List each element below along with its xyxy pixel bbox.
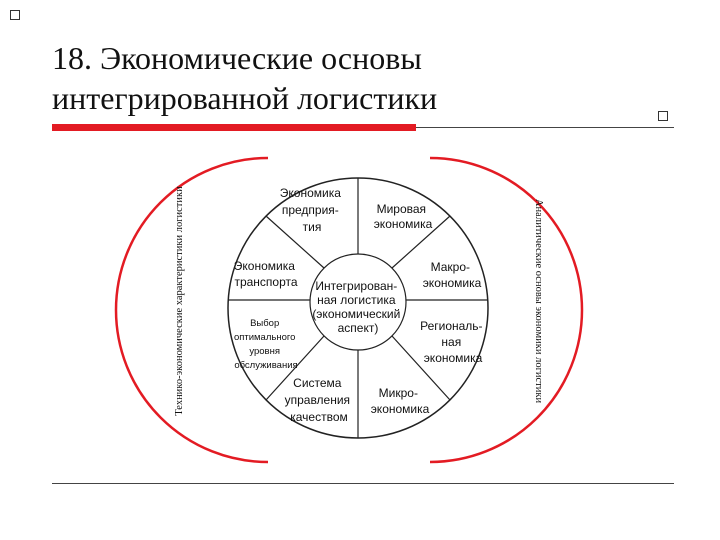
segment-microeconomics: Микро- экономика <box>370 386 430 416</box>
right-red-arc <box>430 158 582 462</box>
slide-title-line-1: 18. Экономические основы <box>52 40 422 76</box>
segment-service-level-choice: Выбор оптимального уровня обслуживания <box>233 318 298 371</box>
segment-transport-economy: Экономика транспорта <box>233 259 298 289</box>
center-label: Интегрирован- ная логистика (экономический аспект) <box>312 279 401 335</box>
segment-enterprise-economy: Экономика предприя- тия <box>279 186 341 234</box>
left-side-label: Технико-экономические характеристики логистики <box>174 186 185 416</box>
segment-quality-management: Система управления качеством <box>284 376 351 424</box>
segment-regional-economy: Региональ- ная экономика <box>420 319 483 365</box>
slide-title-line-2: интегрированной логистики <box>52 80 438 116</box>
segment-world-economy: Мировая экономика <box>373 202 433 231</box>
right-side-label: Аналитические основы экономики логистики <box>533 198 544 404</box>
segment-macroeconomics: Макро- экономика <box>422 260 482 290</box>
left-red-arc <box>116 158 268 462</box>
